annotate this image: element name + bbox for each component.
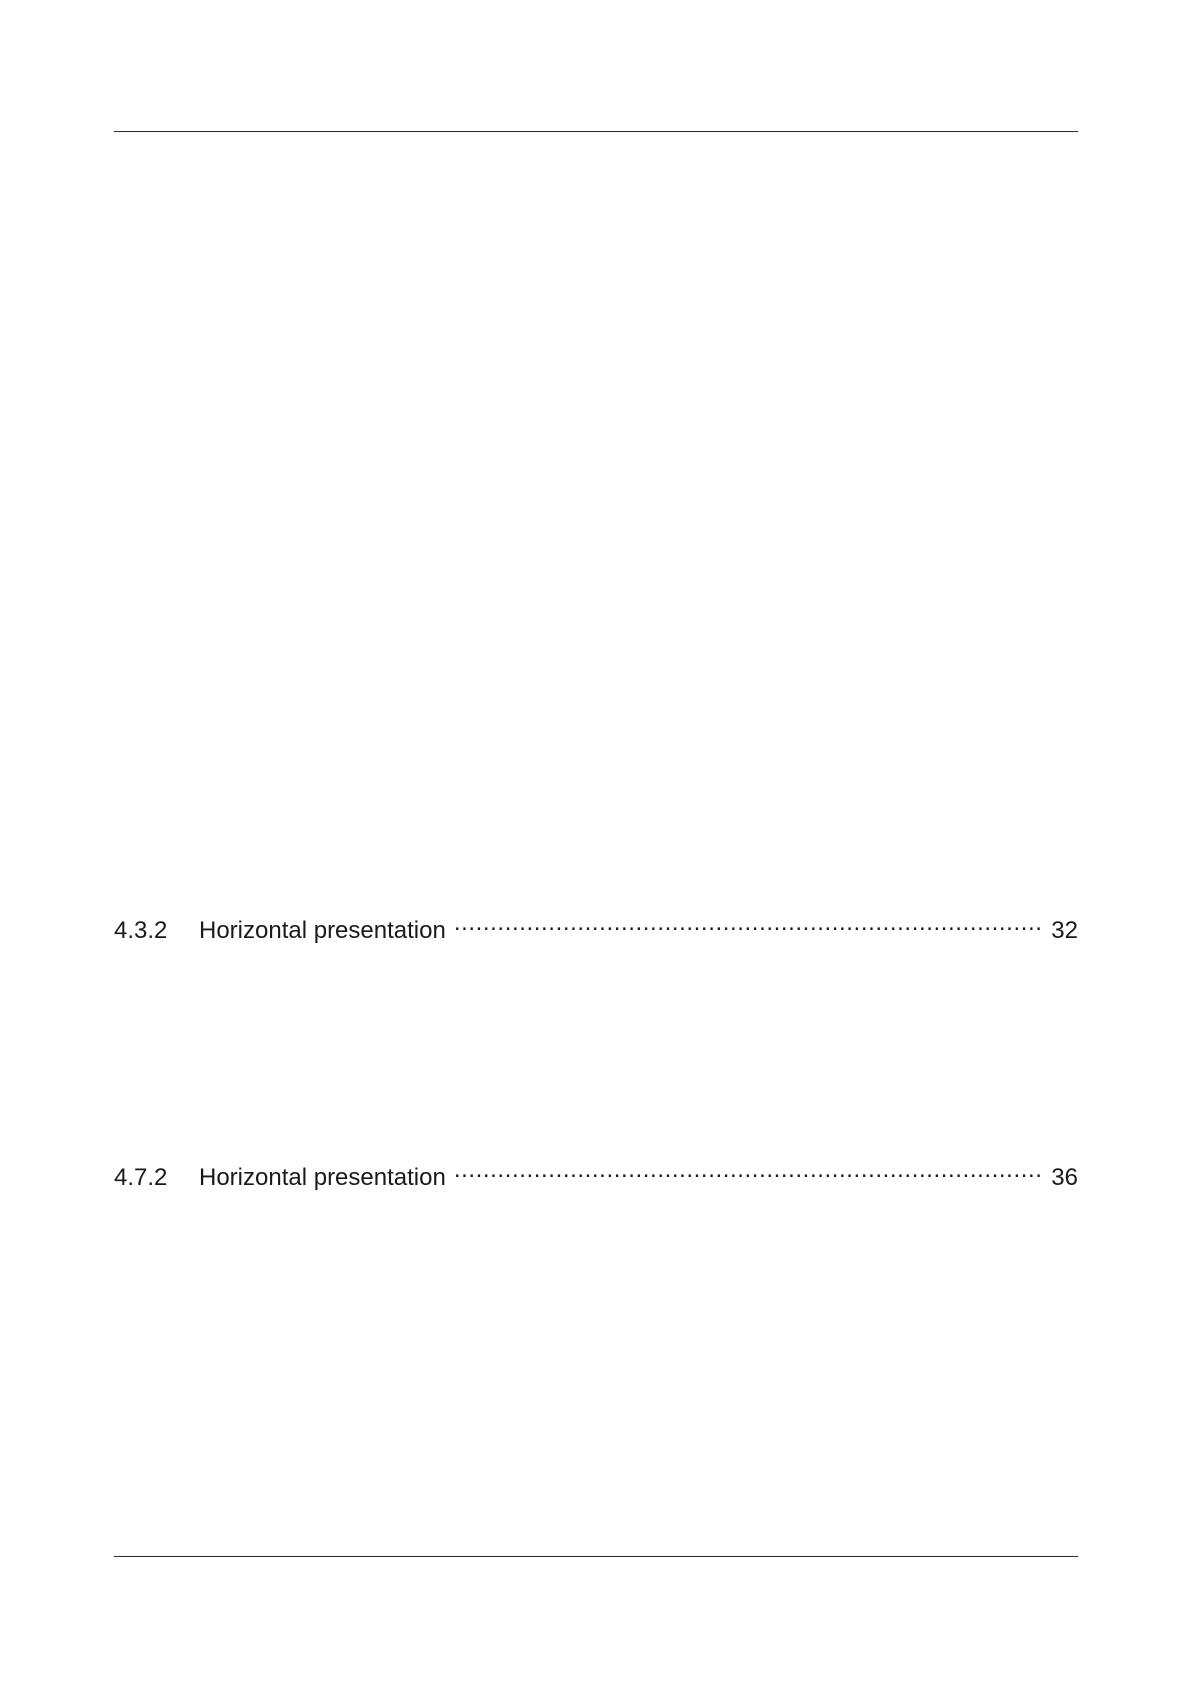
toc-section-number: 4.7.2 [114, 1164, 168, 1191]
toc-dot-leader [454, 908, 1043, 938]
toc-section-title: Horizontal presentation [199, 917, 446, 944]
footer-rule [114, 1556, 1078, 1557]
toc-section-number: 4.3.2 [114, 917, 168, 944]
toc-entry[interactable] [114, 908, 1078, 944]
toc-entry[interactable] [114, 1155, 1078, 1191]
toc-page-number: 36 [1051, 1164, 1078, 1191]
toc-page-number: 32 [1051, 917, 1078, 944]
header-rule [114, 131, 1078, 132]
toc-dot-leader [454, 1155, 1043, 1185]
toc-section-title: Horizontal presentation [199, 1164, 446, 1191]
